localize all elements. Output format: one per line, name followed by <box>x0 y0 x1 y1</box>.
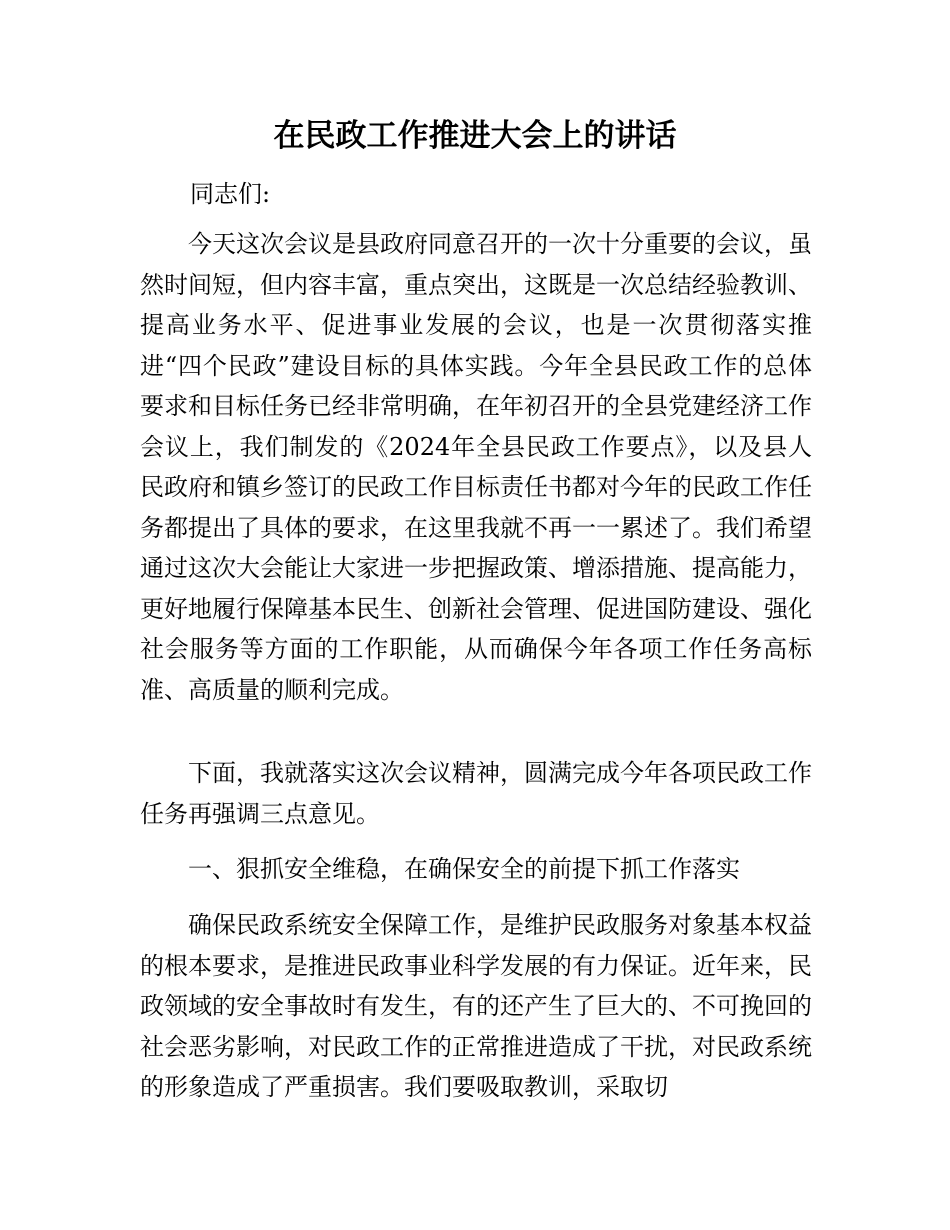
document-title: 在民政工作推进大会上的讲话 <box>273 118 677 154</box>
section-heading-1: 一、狠抓安全维稳，在确保安全的前提下抓工作落实 <box>188 855 740 883</box>
paragraph-section-1: 确保民政系统安全保障工作，是维护民政服务对象基本权益的根本要求，是推进民政事业科学发展的有力保证。近年来，民政领域的安全事故时有发生，有的还产生了巨大的、不可挽回的社会恶劣影响，对民政工作的正常推进造成了干扰，对民政系统的形象造成了严重损害。我们要吸取教训，采取切 <box>140 911 812 1101</box>
salutation: 同志们: <box>190 180 271 208</box>
paragraph-transition: 下面，我就落实这次会议精神，圆满完成今年各项民政工作任务再强调三点意见。 <box>140 759 812 828</box>
paragraph-intro: 今天这次会议是县政府同意召开的一次十分重要的会议，虽然时间短，但内容丰富，重点突出，这既是一次总结经验教训、提高业务水平、促进事业发展的会议，也是一次贯彻落实推进“四个民政”建设目标的具体实践。今年全县民政工作的总体要求和目标任务已经非常明确，在年初召开的全县党建经济工作会议上，我们制发的《2024年全县民政工作要点》，以及县人民政府和镇乡签订的民政工作目标责任书都对今年的民政工作任务都提出了具体的要求，在这里我就不再一一累述了。我们希望通过这次大会能让大家进一步把握政策、增添措施、提高能力，更好地履行保障基本民生、创新社会管理、促进国防建设、强化社会服务等方面的工作职能，从而确保今年各项工作任务高标准、高质量的顺利完成。 <box>140 230 812 704</box>
